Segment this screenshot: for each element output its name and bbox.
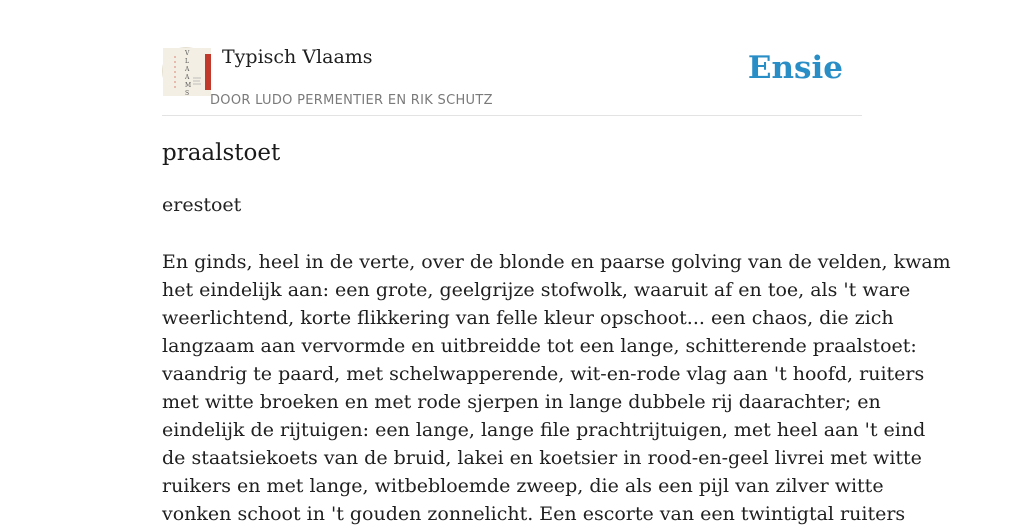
cover-letter: S (185, 90, 190, 97)
ensie-logo-link[interactable]: Ensie (747, 50, 843, 86)
cover-letter: M (185, 82, 192, 89)
quote-line: En ginds, heel in de verte, over de blonde en paarse golving van de velden, kwam (162, 251, 951, 273)
quote-line: de staatsiekoets van de bruid, lakei en koetsier in rood-en-geel livrei met witte (162, 447, 922, 469)
quote-line: langzaam aan vervormde en uitbreidde tot een lange, schitterende praalstoet: (162, 335, 917, 357)
header (162, 0, 862, 116)
quote-line: ruikers en met lange, witbebloemde zweep, die als een pijl van zilver witte (162, 475, 884, 497)
entry-quote (162, 248, 951, 528)
quote-line: weerlichtend, korte flikkering van felle kleur opschoot... een chaos, die zich (162, 307, 894, 329)
quote-line: met witte broeken en met rode sjerpen in lange dubbele rij daarachter; en (162, 391, 881, 413)
book-cover-image[interactable] (162, 47, 210, 95)
quote-line: het eindelijk aan: een grote, geelgrijze stofwolk, waaruit af en toe, als 't ware (162, 279, 911, 301)
cover-letter: V (185, 50, 190, 57)
quote-line: vonken schoot in 't gouden zonnelicht. Een escorte van een twintigtal ruiters (162, 503, 906, 525)
entry-synonym: erestoet (162, 194, 242, 216)
entry-title: praalstoet (162, 140, 281, 166)
cover-letter: A (185, 66, 190, 73)
quote-line: eindelijk de rijtuigen: een lange, lange file prachtrijtuigen, met heel aan 't eind (162, 419, 926, 441)
cover-letter: L (185, 58, 189, 65)
book-cover-art (163, 48, 211, 96)
page (162, 0, 951, 525)
cover-accent-stripe (205, 54, 211, 90)
book-authors: DOOR LUDO PERMENTIER EN RIK SCHUTZ (210, 93, 493, 108)
quote-line: vaandrig te paard, met schelwapperende, wit-en-rode vlag aan 't hoofd, ruiters (162, 363, 925, 385)
cover-letter: A (185, 74, 190, 81)
book-title-link[interactable]: Typisch Vlaams (222, 46, 373, 68)
